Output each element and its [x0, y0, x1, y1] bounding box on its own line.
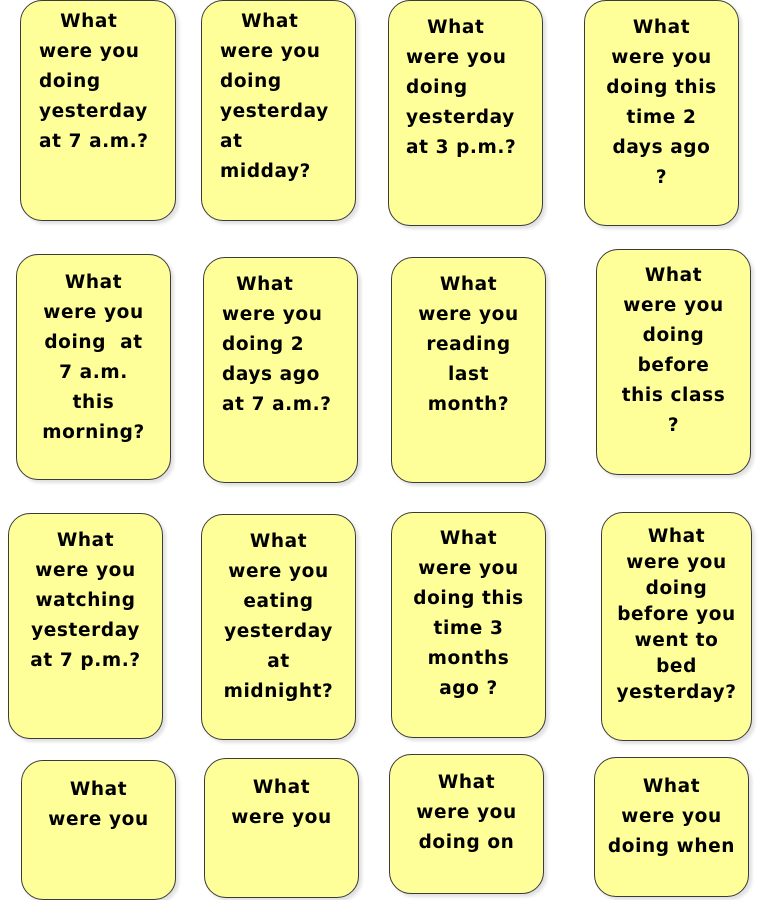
question-card	[203, 257, 358, 483]
card-text-line: What	[406, 17, 485, 38]
card-text-line: What	[69, 779, 128, 800]
question-card	[391, 257, 546, 483]
question-card	[201, 514, 356, 740]
card-text-line: were you	[35, 560, 136, 581]
card-text-line: ?	[655, 167, 668, 188]
card-text-line: yesterday?	[616, 682, 737, 703]
card-text-line: doing	[406, 77, 468, 98]
card-text-line: reading	[426, 334, 511, 355]
question-card	[204, 758, 359, 898]
card-text-line: doing	[645, 578, 708, 599]
card-text-line: doing when	[607, 836, 736, 857]
card-text-line: were you	[626, 552, 727, 573]
question-card	[388, 0, 543, 226]
question-card	[21, 760, 176, 900]
card-text-line: before you	[617, 604, 736, 625]
card-text-line: What	[56, 530, 115, 551]
card-text-line: were you	[623, 295, 724, 316]
card-text-line: at 7 a.m.?	[222, 394, 332, 415]
card-text-line: What	[252, 777, 311, 798]
card-text-line: bed	[656, 656, 697, 677]
card-text-line: were you	[228, 561, 329, 582]
card-text-line: were you	[220, 41, 321, 62]
card-text-line: doing	[642, 325, 705, 346]
card-text-line: were you	[406, 47, 507, 68]
card-text-line: time 3	[433, 618, 504, 639]
question-card	[20, 0, 176, 221]
card-text-line: yesterday	[220, 101, 329, 122]
card-text-line: doing 2	[222, 334, 305, 355]
card-text-line: month?	[427, 394, 510, 415]
card-text-line: What	[642, 776, 701, 797]
card-text-line: morning?	[42, 422, 145, 443]
card-text-line: were you	[418, 558, 519, 579]
card-text-line: at	[267, 651, 290, 672]
card-text-line: What	[220, 11, 299, 32]
card-text-line: What	[439, 274, 498, 295]
question-card	[601, 512, 752, 741]
card-text-line: were you	[621, 806, 722, 827]
card-text-line: eating	[243, 591, 314, 612]
card-text-line: doing at	[44, 332, 143, 353]
question-card	[201, 0, 356, 221]
card-text-line: time 2	[626, 107, 697, 128]
card-text-line: were you	[418, 304, 519, 325]
question-card	[596, 249, 751, 475]
card-text-line: What	[437, 772, 496, 793]
card-text-line: this	[72, 392, 115, 413]
card-text-line: ago ?	[439, 678, 498, 699]
card-text-line: at 7 p.m.?	[30, 650, 141, 671]
card-text-line: yesterday	[39, 101, 148, 122]
question-card	[389, 754, 544, 894]
card-text-line: doing	[220, 71, 282, 92]
card-text-line: midnight?	[223, 681, 334, 702]
card-text-line: months	[427, 648, 510, 669]
card-text-line: were you	[231, 807, 332, 828]
card-text-line: were you	[416, 802, 517, 823]
card-text-line: were you	[43, 302, 144, 323]
card-text-line: What	[439, 528, 498, 549]
question-card	[16, 254, 171, 480]
card-text-line: went to	[634, 630, 719, 651]
card-text-line: were you	[222, 304, 323, 325]
card-text-line: at	[220, 131, 243, 152]
card-text-line: What	[632, 17, 691, 38]
card-text-line: What	[64, 272, 123, 293]
card-text-line: ?	[667, 415, 680, 436]
card-text-line: doing	[39, 71, 101, 92]
card-text-line: midday?	[220, 161, 312, 182]
card-text-line: were you	[39, 41, 140, 62]
card-text-line: at 3 p.m.?	[406, 137, 517, 158]
card-text-line: days ago	[222, 364, 320, 385]
card-text-line: yesterday	[31, 620, 140, 641]
question-card	[391, 512, 546, 738]
card-text-line: What	[644, 265, 703, 286]
card-text-line: What	[39, 11, 118, 32]
card-text-line: yesterday	[406, 107, 515, 128]
card-text-line: doing this	[606, 77, 717, 98]
card-text-line: yesterday	[224, 621, 333, 642]
card-text-line: before	[637, 355, 710, 376]
card-text-line: this class	[621, 385, 726, 406]
card-text-line: days ago	[612, 137, 711, 158]
question-card	[594, 757, 749, 897]
card-text-line: watching	[35, 590, 136, 611]
card-text-line: at 7 a.m.?	[39, 131, 149, 152]
card-text-line: were you	[611, 47, 712, 68]
card-text-line: What	[249, 531, 308, 552]
card-text-line: 7 a.m.	[59, 362, 128, 383]
card-text-line: What	[647, 526, 706, 547]
card-text-line: were you	[48, 809, 149, 830]
question-card	[8, 513, 163, 739]
card-text-line: doing this	[413, 588, 524, 609]
card-text-line: last	[447, 364, 490, 385]
card-text-line: What	[222, 274, 294, 295]
card-text-line: doing on	[418, 832, 515, 853]
question-card	[584, 0, 739, 226]
